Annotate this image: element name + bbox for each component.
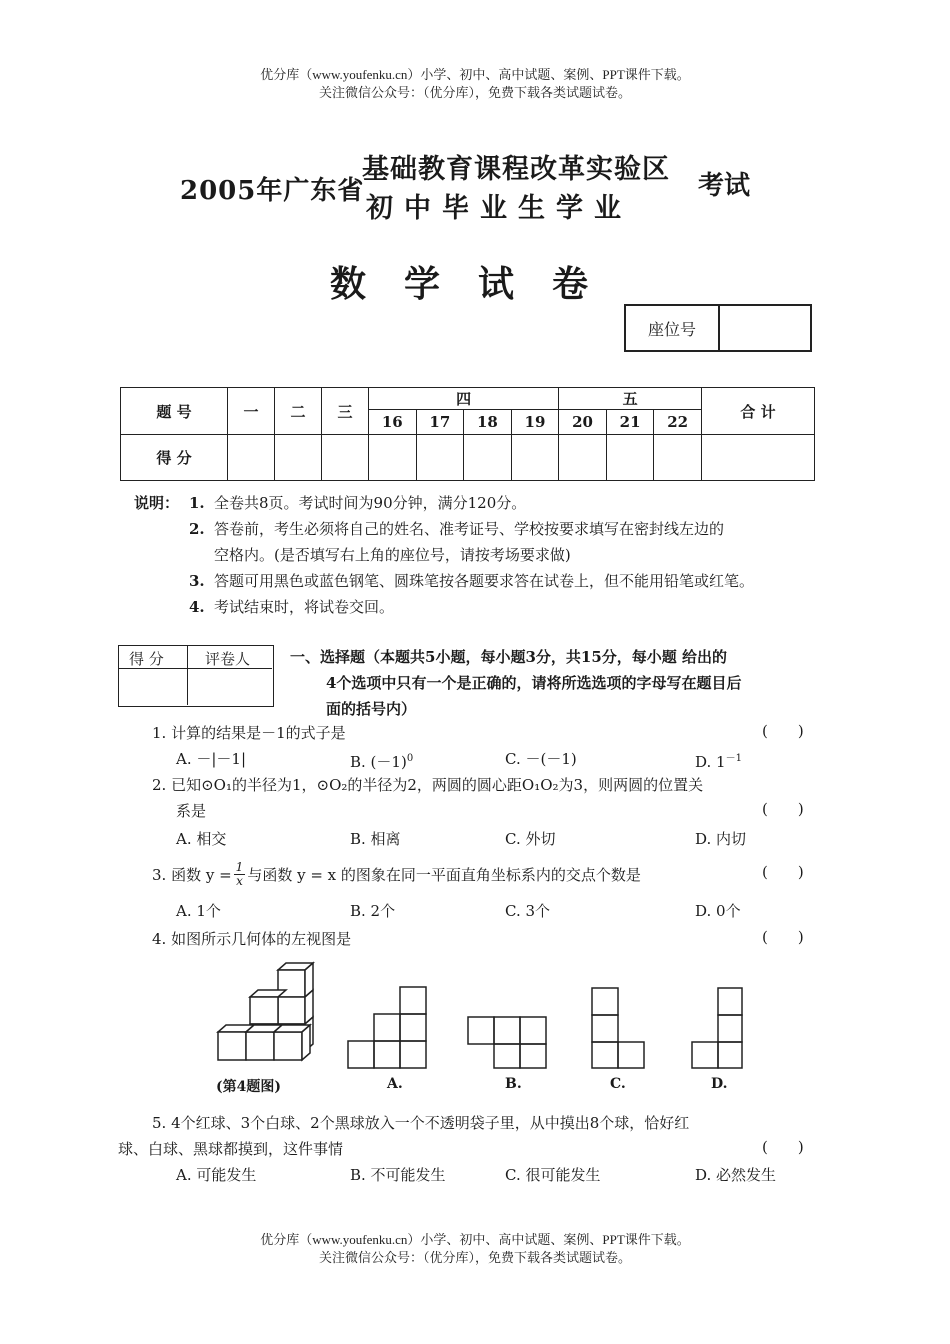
score-cell[interactable] [654, 435, 702, 481]
col-q16: 16 [369, 410, 417, 435]
section-1-line: 面的括号内） [326, 700, 417, 718]
note-2b: 空格内。(是否填写右上角的座位号，请按考场要求做) [214, 546, 571, 564]
view-a [348, 987, 426, 1068]
q4-option-a: A. [387, 1076, 403, 1092]
q3-option-b: B. 2个 [350, 902, 396, 920]
q3-option-d: D. 0个 [695, 902, 741, 920]
q4-option-c: C. [610, 1076, 626, 1092]
score-cell[interactable] [416, 435, 464, 481]
q2-option-c: C. 外切 [505, 830, 556, 848]
instructions-label: 说明： [134, 494, 180, 512]
q1-option-d: D. $1^{-1}$ [695, 753, 742, 771]
view-d [692, 988, 742, 1068]
q4-option-b: B. [505, 1076, 522, 1092]
q4-figure-caption: (第4题图) [216, 1079, 281, 1095]
q4-option-d: D. [711, 1076, 728, 1092]
note-number: 2. [189, 520, 205, 538]
q5-stem: 5. 4个红球、3个白球、2个黑球放入一个不透明袋子里，从中摸出8个球，恰好红 [152, 1114, 690, 1132]
score-cell[interactable] [606, 435, 654, 481]
q1-option-c: C. －(－1) [505, 750, 577, 768]
q5-stem-cont: 球、白球、黑球都摸到，这件事情 [118, 1140, 344, 1158]
q1-option-b: B. $(-1)^0$ [350, 753, 414, 771]
section-1-line: 4个选项中只有一个是正确的，请将所选选项的字母写在题目后 [326, 674, 742, 692]
title-line-top: 基础教育课程改革实验区 [362, 154, 670, 185]
seat-number-label: 座位号 [626, 306, 720, 350]
grader-box [118, 645, 274, 707]
view-c [592, 988, 644, 1068]
score-cell[interactable] [369, 435, 417, 481]
q1-stem: 1. 计算的结果是－1的式子是 [152, 724, 346, 742]
solid-figure [218, 963, 313, 1060]
q1-option-a: A. －|－1| [176, 750, 247, 768]
site-footer-line1: 优分库（www.youfenku.cn）小学、初中、高中试题、案例、PPT课件下载。 [260, 1232, 690, 1247]
note-1: 全卷共8页。考试时间为90分钟，满分120分。 [214, 494, 527, 512]
q4-stem: 4. 如图所示几何体的左视图是 [152, 930, 352, 948]
q2-option-d: D. 内切 [695, 830, 747, 848]
score-cell[interactable] [275, 435, 322, 481]
view-b [468, 1017, 546, 1068]
note-number: 3. [189, 572, 205, 590]
note-3: 答题可用黑色或蓝色钢笔、圆珠笔按各题要求答在试卷上，但不能用铅笔或红笔。 [214, 572, 755, 590]
score-cell[interactable] [559, 435, 607, 481]
title-line-bottom: 初中毕业生学业 [366, 193, 632, 224]
col-q19: 19 [511, 410, 559, 435]
section-1-line: 一、选择题（本题共5小题，每小题3分，共15分，每小题 给出的 [290, 648, 727, 666]
note-2a: 答卷前，考生必须将自己的姓名、准考证号、学校按要求填写在密封线左边的 [214, 520, 725, 538]
seat-number-box [624, 304, 812, 352]
q3-option-a: A. 1个 [176, 902, 221, 920]
q5-option-b: B. 不可能发生 [350, 1166, 446, 1184]
grader-reviewer-label: 评卷人 [205, 650, 251, 668]
site-header-line1: 优分库（www.youfenku.cn）小学、初中、高中试题、案例、PPT课件下载。 [260, 67, 690, 82]
col-group-section-4: 四 [369, 388, 559, 410]
site-footer-line2: 关注微信公众号：（优分库），免费下载各类试题试卷。 [318, 1250, 631, 1265]
col-total: 合 计 [702, 388, 815, 435]
answer-paren[interactable]: ( ) [762, 928, 804, 946]
q5-option-c: C. 很可能发生 [505, 1166, 601, 1184]
q4-figure [210, 960, 750, 1070]
site-header-line2: 关注微信公众号：（优分库），免费下载各类试题试卷。 [318, 85, 631, 100]
answer-paren[interactable]: ( ) [762, 863, 804, 881]
section-1-heading [290, 644, 820, 722]
score-cell[interactable] [702, 435, 815, 481]
subject-title: 数学试卷 [330, 263, 627, 305]
score-cell[interactable] [322, 435, 369, 481]
score-cell[interactable] [511, 435, 559, 481]
q2-option-a: A. 相交 [176, 830, 227, 848]
col-q20: 20 [559, 410, 607, 435]
col-q22: 22 [654, 410, 702, 435]
q5-option-d: D. 必然发生 [695, 1166, 777, 1184]
row-label-question: 题 号 [121, 388, 228, 435]
q2-option-b: B. 相离 [350, 830, 401, 848]
q2-stem-cont: 系是 [176, 802, 207, 820]
title-year-province: 2005年广东省 [180, 176, 365, 206]
q2-stem: 2. 已知⊙O₁的半径为1，⊙O₂的半径为2，两圆的圆心距O₁O₂为3，则两圆的位置关 [152, 776, 704, 794]
answer-paren[interactable]: ( ) [762, 1138, 804, 1156]
col-section-3: 三 [322, 388, 369, 435]
col-q17: 17 [416, 410, 464, 435]
q3-stem: 3. 函数 y = $\frac{1}{x}$ 与函数 y = x 的图象在同一平面直角坐标系内的交点个数是 [152, 860, 641, 888]
note-number: 4. [189, 598, 205, 616]
note-number: 1. [189, 494, 205, 512]
col-section-2: 二 [275, 388, 322, 435]
col-section-1: 一 [228, 388, 275, 435]
q3-option-c: C. 3个 [505, 902, 551, 920]
note-4: 考试结束时，将试卷交回。 [214, 598, 395, 616]
instructions [134, 490, 755, 620]
score-cell[interactable] [228, 435, 275, 481]
q5-option-a: A. 可能发生 [176, 1166, 257, 1184]
score-cell[interactable] [464, 435, 512, 481]
title-exam: 考试 [698, 171, 751, 201]
score-table [120, 387, 815, 481]
col-q18: 18 [464, 410, 512, 435]
answer-paren[interactable]: ( ) [762, 800, 804, 818]
row-label-score: 得 分 [121, 435, 228, 481]
col-group-section-5: 五 [559, 388, 702, 410]
grader-score-label: 得 分 [129, 650, 164, 668]
answer-paren[interactable]: ( ) [762, 722, 804, 740]
col-q21: 21 [606, 410, 654, 435]
